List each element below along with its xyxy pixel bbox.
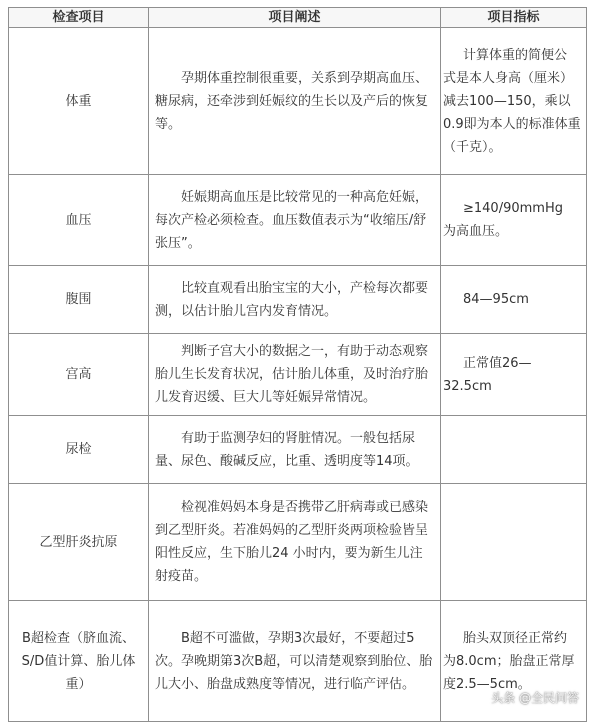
table-row xyxy=(9,416,587,484)
item-indicator xyxy=(441,175,587,266)
indicator-first-line: ≥140/90mmHg xyxy=(463,201,563,216)
item-description: 判断子宫大小的数据之一，有助于动态观察胎儿生长发育状况，估计胎儿体重，及时治疗胎儿发育迟缓、巨大儿等妊娠异常情况。 xyxy=(149,334,441,416)
indicator-rest: 32.5cm xyxy=(443,378,492,394)
item-indicator xyxy=(441,266,587,334)
item-description: 比较直观看出胎宝宝的大小，产检每次都要测，以估计胎儿宫内发育情况。 xyxy=(149,266,441,334)
item-description: 检视准妈妈本身是否携带乙肝病毒或已感染到乙型肝炎。若准妈妈的乙型肝炎两项检验皆呈阳性反应，生下胎儿24 小时内，要为新生儿注射疫苗。 xyxy=(149,484,441,601)
item-name: 体重 xyxy=(9,28,149,175)
item-name: 尿检 xyxy=(9,416,149,484)
header-row xyxy=(9,8,587,28)
table-row xyxy=(9,28,587,175)
item-description: 孕期体重控制很重要，关系到孕期高血压、糖尿病，还牵涉到妊娠纹的生长以及产后的恢复等。 xyxy=(149,28,441,175)
checkup-table xyxy=(8,7,587,722)
item-name: 乙型肝炎抗原 xyxy=(9,484,149,601)
item-indicator xyxy=(441,484,587,601)
table-row xyxy=(9,175,587,266)
item-name: 血压 xyxy=(9,175,149,266)
item-description: 妊娠期高血压是比较常见的一种高危妊娠，每次产检必须检查。血压数值表示为“收缩压/舒张压”。 xyxy=(149,175,441,266)
item-indicator xyxy=(441,416,587,484)
item-name: 宫高 xyxy=(9,334,149,416)
indicator-first-line: 84—95cm xyxy=(463,292,529,307)
header-item: 检查项目 xyxy=(9,8,149,28)
indicator-first-line: 计算体重的简便公 xyxy=(463,47,568,63)
table-row xyxy=(9,266,587,334)
indicator-rest: 为8.0cm；胎盘正常厚度2.5—5cm。 xyxy=(443,653,575,692)
item-name: 腹围 xyxy=(9,266,149,334)
indicator-first-line: 正常值26— xyxy=(463,355,532,371)
item-indicator xyxy=(441,28,587,175)
header-indicator: 项目指标 xyxy=(441,8,587,28)
item-description: B超不可滥做，孕期3次最好，不要超过5次。孕晚期第3次B超，可以清楚观察到胎位、胎儿大小、胎盘成熟度等情况，进行临产评估。 xyxy=(149,601,441,722)
item-indicator xyxy=(441,334,587,416)
header-description: 项目阐述 xyxy=(149,8,441,28)
indicator-first-line: 胎头双顶径正常约 xyxy=(463,630,568,646)
watermark: 头条 @全民问答 xyxy=(491,691,579,705)
table-row xyxy=(9,334,587,416)
indicator-rest: 式是本人身高（厘米）减去100—150，乘以0.9即为本人的标准体重（千克）。 xyxy=(443,70,581,155)
item-name: B超检查（脐血流、S/D值计算、胎儿体重） xyxy=(9,601,149,722)
indicator-rest: 为高血压。 xyxy=(443,224,509,239)
table-row xyxy=(9,484,587,601)
item-description: 有助于监测孕妇的肾脏情况。一般包括尿量、尿色、酸碱反应，比重、透明度等14项。 xyxy=(149,416,441,484)
